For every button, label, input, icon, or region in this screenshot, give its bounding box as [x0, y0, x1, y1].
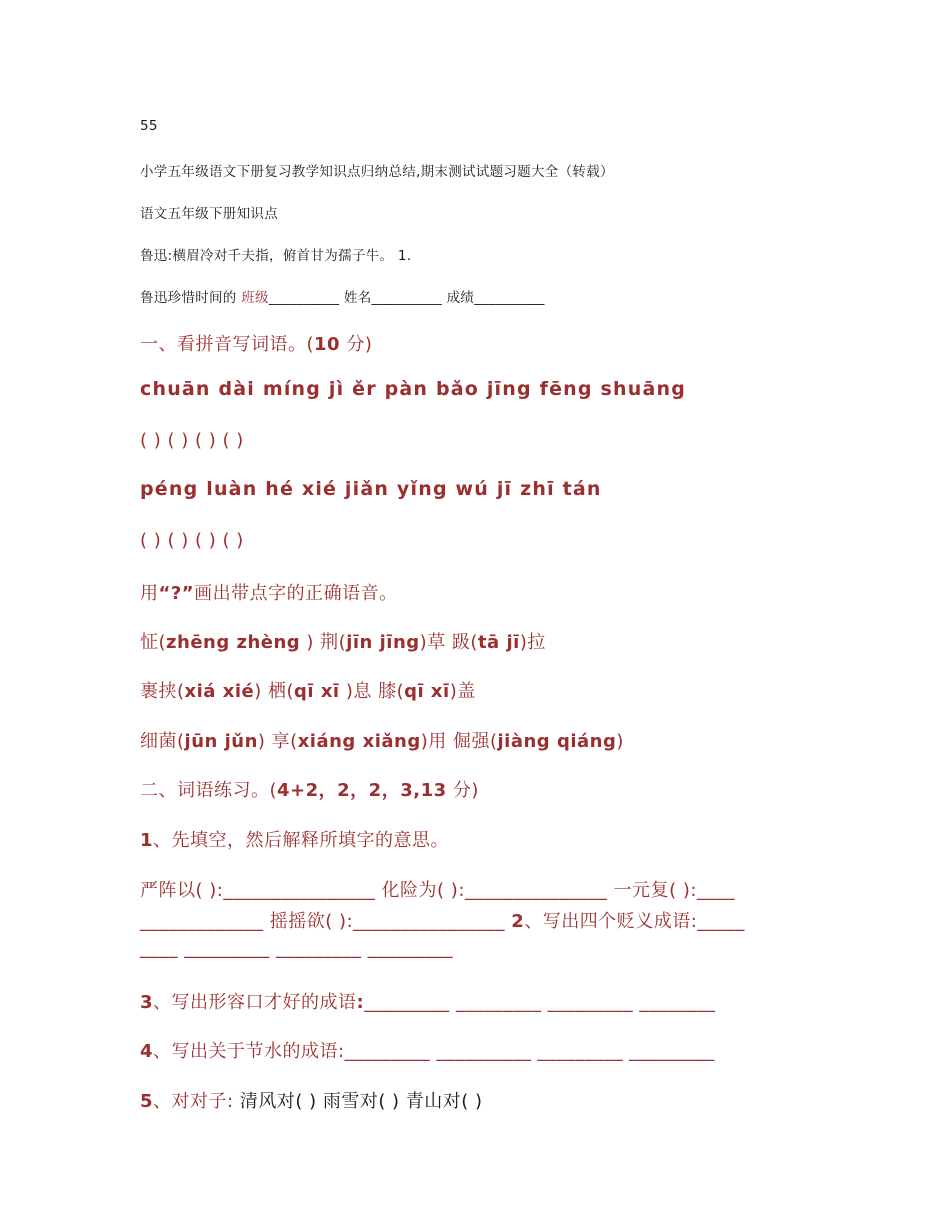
row-b-p1[interactable]: xiá xié [184, 681, 255, 702]
row-b-c2: ) 栖( [254, 681, 294, 702]
answer-brackets-row-2[interactable]: ( ) ( ) ( ) ( ) [140, 530, 244, 551]
row-a-c4: )拉 [519, 632, 546, 653]
row-a-p1[interactable]: zhēng zhèng [166, 632, 301, 653]
pronunciation-row-b [140, 677, 476, 703]
question-1 [140, 826, 449, 852]
row-b-c4: )盖 [449, 681, 476, 702]
row-b-c1: 裹挟( [140, 681, 185, 702]
instruction-post: 画出带点字的正确语音。 [194, 583, 398, 604]
document-subtitle: 语文五年级下册知识点 [140, 206, 278, 222]
pronunciation-instruction [140, 579, 398, 605]
pronunciation-row-a [140, 628, 546, 654]
question-5 [140, 1087, 483, 1113]
student-info-line [140, 286, 545, 306]
row-b-p3[interactable]: qī xī [404, 681, 450, 702]
question-1-blanks-line-1[interactable]: 严阵以( ):________________ 化险为( ):_______________ 一元复( ):____ [140, 880, 735, 901]
question-1-number: 1 [140, 830, 154, 851]
pinyin-row-1: chuān dài míng jì ěr pàn bǎo jīng fēng shuāng [140, 378, 687, 400]
answer-brackets-row-1[interactable]: ( ) ( ) ( ) ( ) [140, 430, 244, 451]
question-5-text: 、对对子: [153, 1091, 240, 1112]
section2-heading [140, 776, 479, 802]
row-a-p3[interactable]: tā jī [477, 632, 520, 653]
question-3-text: 、写出形容口才好的成语 [153, 992, 357, 1013]
row-c-c2: ) 享( [257, 731, 298, 752]
pronunciation-row-c [140, 727, 624, 753]
row-a-c2: ) 荆( [300, 632, 347, 653]
quote-line: 鲁迅:横眉冷对千夫指，俯首甘为孺子牛。 1. [140, 248, 412, 264]
question-3 [140, 988, 715, 1014]
section2-heading-post: 分) [452, 780, 479, 801]
section1-heading [140, 330, 372, 356]
info-prefix: 鲁迅珍惜时间的 [140, 290, 237, 306]
row-b-c3: )息 膝( [339, 681, 405, 702]
row-a-c3: )草 趿( [419, 632, 478, 653]
section1-heading-points: 10 [314, 334, 341, 355]
row-a-c1: 怔( [140, 632, 167, 653]
question-1-line2-a[interactable]: _____________ 摇摇欲( ):________________ [140, 911, 512, 932]
score-label: 成绩 [446, 290, 475, 306]
row-c-p1[interactable]: jūn jǔn [184, 731, 258, 752]
section1-heading-post: 分) [346, 334, 373, 355]
section1-heading-pre: 一、看拼音写词语。( [140, 334, 315, 355]
question-5-items[interactable]: 清风对( ) 雨雪对( ) 青山对( ) [239, 1091, 483, 1112]
row-c-c1: 细菌( [140, 731, 185, 752]
question-3-blanks[interactable]: _________ _________ _________ ________ [364, 992, 716, 1013]
row-a-p2[interactable]: jīn jīng [346, 632, 420, 653]
question-3-colon: : [356, 992, 365, 1013]
class-blank[interactable]: __________ [268, 290, 340, 306]
score-blank[interactable]: __________ [474, 290, 545, 306]
row-b-p2[interactable]: qī xī [294, 681, 340, 702]
row-c-p3[interactable]: jiàng qiáng [497, 731, 617, 752]
name-label: 姓名 [343, 290, 372, 306]
question-5-number: 5 [140, 1091, 154, 1112]
class-label: 班级 [241, 290, 269, 306]
question-4-text[interactable]: 、写出关于节水的成语:_________ __________ _________ _________ [153, 1041, 715, 1062]
question-4-number: 4 [140, 1041, 154, 1062]
row-c-c4: ) [616, 731, 624, 752]
section2-heading-pre: 二、词语练习。( [140, 780, 278, 801]
section2-heading-points: 4+2，2，2，3,13 [277, 780, 447, 801]
pinyin-row-2: péng luàn hé xié jiǎn yǐng wú jī zhī tán [140, 478, 602, 500]
question-1-text: 、先填空，然后解释所填字的意思。 [153, 830, 450, 851]
page-number: 55 [140, 118, 158, 134]
document-title: 小学五年级语文下册复习教学知识点归纳总结,期末测试试题习题大全（转载） [140, 164, 614, 180]
row-c-p2[interactable]: xiáng xiǎng [297, 731, 421, 752]
question-1-blanks-line-2[interactable] [140, 907, 745, 933]
row-c-c3: )用 倔强( [420, 731, 498, 752]
name-blank[interactable]: __________ [371, 290, 443, 306]
question-2-number: 2 [511, 911, 525, 932]
question-4 [140, 1037, 715, 1063]
instruction-pre: 用 [140, 583, 159, 604]
question-3-number: 3 [140, 992, 154, 1013]
instruction-mark: “?” [158, 583, 195, 604]
question-2-blanks-line[interactable]: ____ _________ _________ _________ [140, 938, 454, 959]
question-2-text[interactable]: 、写出四个贬义成语:_____ [524, 911, 745, 932]
